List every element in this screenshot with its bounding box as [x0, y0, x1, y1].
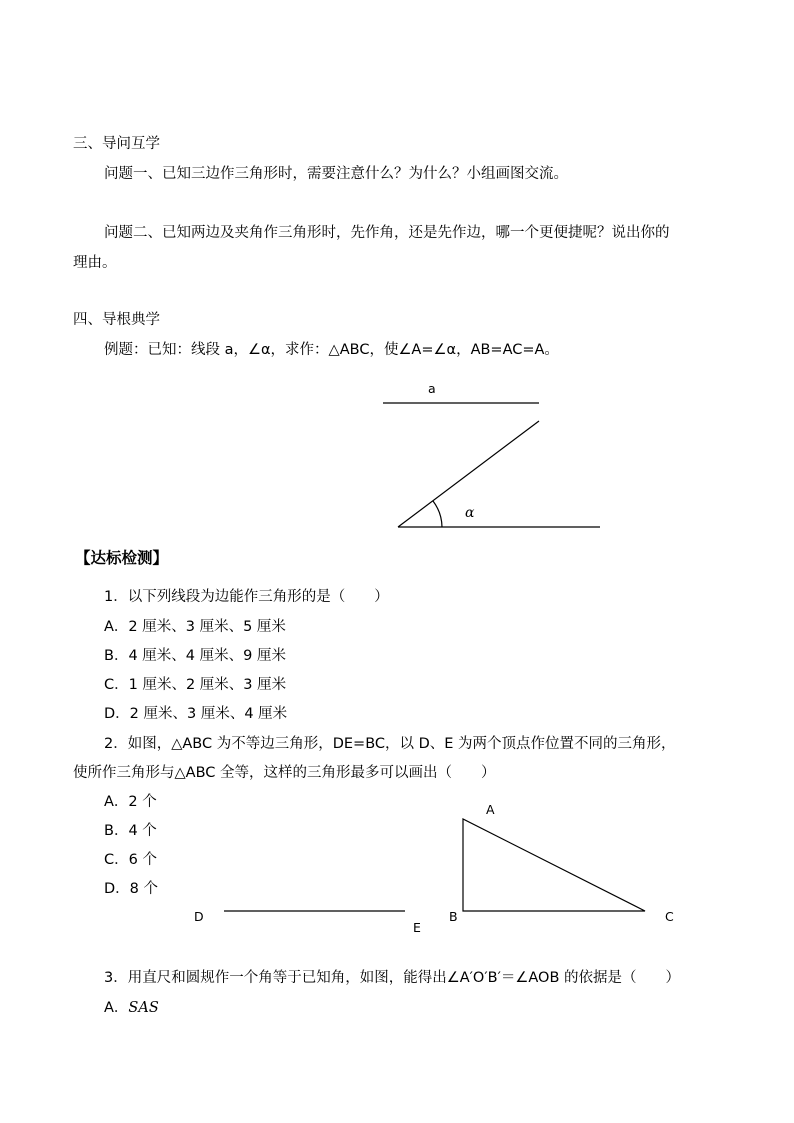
vertex-a-label: A: [486, 802, 495, 817]
section3-question2-line1: 问题二、已知两边及夹角作三角形时，先作角，还是先作边，哪一个更便捷呢？说出你的: [104, 225, 670, 241]
check-q1-option-d: D．2 厘米、3 厘米、4 厘米: [104, 706, 288, 722]
segment-a-label: a: [428, 381, 436, 396]
point-d-label: D: [194, 909, 204, 924]
vertex-b-label: B: [449, 909, 458, 924]
vertex-c-label: C: [665, 909, 674, 924]
angle-arc: [433, 501, 442, 527]
point-e-label: E: [413, 920, 421, 935]
check-q2-option-c: C．6 个: [104, 852, 157, 868]
check-q3-option-a-value: SAS: [128, 1000, 159, 1016]
section4-heading: 四、导根典学: [73, 312, 160, 328]
section3-heading: 三、导问互学: [73, 136, 160, 152]
check-q2-option-a: A．2 个: [104, 794, 157, 810]
angle-alpha-label: α: [465, 505, 475, 521]
check-q3-stem: 3．用直尺和圆规作一个角等于已知角，如图，能得出∠A′O′B′＝∠AOB 的依据是（ ）: [104, 970, 681, 986]
check-q1-stem: 1．以下列线段为边能作三角形的是（ ）: [104, 589, 389, 605]
section3-question2-line2: 理由。: [73, 255, 117, 271]
section3-question1: 问题一、已知三边作三角形时，需要注意什么？为什么？小组画图交流。: [104, 166, 568, 182]
check-heading: 【达标检测】: [75, 549, 169, 567]
check-q1-option-c: C．1 厘米、2 厘米、3 厘米: [104, 677, 287, 693]
check-q3-option-a-prefix: A．: [104, 1000, 129, 1016]
check-q1-option-b: B．4 厘米、4 厘米、9 厘米: [104, 648, 286, 664]
triangle-abc: [463, 819, 645, 911]
check-q2-stem-line1: 2．如图，△ABC 为不等边三角形，DE=BC，以 D、E 为两个顶点作位置不同的三角形，: [104, 736, 676, 752]
check-q2-stem-line2: 使所作三角形与△ABC 全等，这样的三角形最多可以画出（ ）: [73, 765, 496, 781]
check-q2-option-b: B．4 个: [104, 823, 157, 839]
check-q3-option-a: [104, 999, 159, 1017]
section4-example: 例题：已知：线段 a，∠α，求作：△ABC，使∠A=∠α，AB=AC=A。: [104, 342, 559, 358]
check-q1-option-a: A．2 厘米、3 厘米、5 厘米: [104, 619, 286, 635]
check-q2-option-d: D．8 个: [104, 881, 158, 897]
